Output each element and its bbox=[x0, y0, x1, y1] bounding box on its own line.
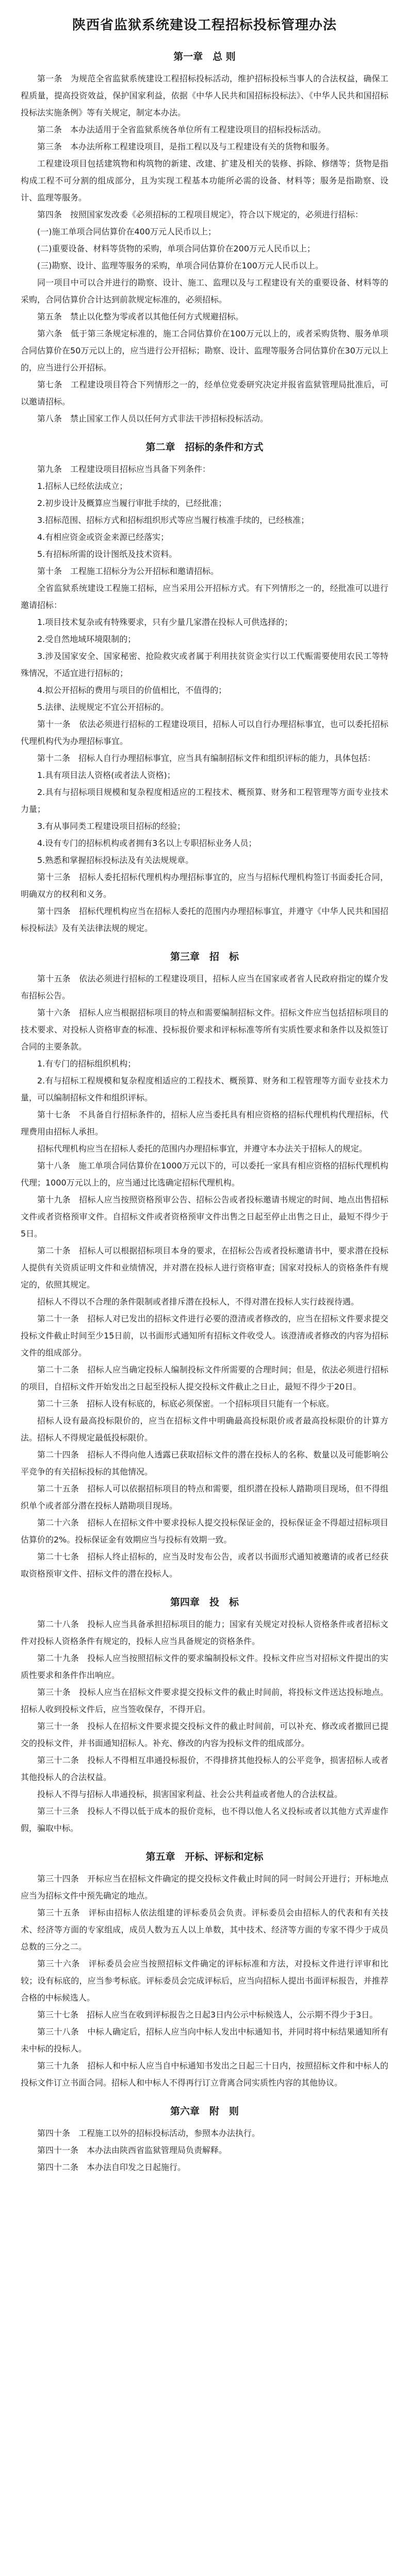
article-paragraph: 2.有与招标工程规模和复杂程度相适应的工程技术、概预算、财务和工程管理等方面专业技术力量，可以编制招标文件和组织评标。 bbox=[21, 1076, 388, 1103]
article-paragraph: 第三十九条 招标人和中标人应当自中标通知书发出之日起三十日内，按照招标文件和中标人的投标文件订立书面合同。招标人和中标人不得再行订立背离合同实质性内容的其他协议。 bbox=[21, 2061, 388, 2088]
article-paragraph: 5.熟悉和掌握招标投标法及有关法规规章。 bbox=[37, 855, 194, 865]
article-paragraph: 第四条 按照国家发改委《必须招标的工程项目规定》，符合以下规定的，必须进行招标： bbox=[37, 210, 364, 219]
article-paragraph: 第十六条 招标人应当根据招标项目的特点和需要编制招标文件。招标文件应当包括招标项目的技术要求、对投标人资格审查的标准、投标报价要求和评标标准等所有实质性要求和条件以及拟签订合同的主要条款。 bbox=[21, 1008, 388, 1052]
article-paragraph: (一)施工单项合同估算价在400万元人民币以上； bbox=[37, 227, 217, 236]
article-paragraph: 投标人不得与招标人串通投标，损害国家利益、社会公共利益或者他人的合法权益。 bbox=[37, 1789, 343, 1799]
article-paragraph: 第一条 为规范全省监狱系统建设工程招标投标活动，维护招标投标当事人的合法权益，确保工程质量，提高投资效益，保护国家利益，依据《中华人民共和国招标投标法》、《中华人民共和国招标投标法实施条例》等有关规定，制定本办法。 bbox=[21, 74, 388, 117]
article-paragraph: 第十三条 招标人委托招标代理机构办理招标事宜的，应当与招标代理机构签订书面委托合同，明确双方的权利和义务。 bbox=[21, 872, 388, 899]
article-paragraph: 同一项目中可以合并进行的勘察、设计、施工、监理以及与工程建设有关的重要设备、材料等的采购，合同估算价合计达到前款规定标准的，必须招标。 bbox=[21, 278, 388, 304]
article-paragraph: 5.有招标所需的设计图纸及技术资料。 bbox=[37, 549, 177, 559]
article-paragraph: 第三十二条 投标人不得相互串通投标报价，不得排挤其他投标人的公平竞争，损害招标人或者其他投标人的合法权益。 bbox=[21, 1755, 388, 1782]
article-paragraph: 第九条 工程建设项目招标应当具备下列条件： bbox=[37, 464, 211, 474]
chapter-section bbox=[21, 49, 388, 427]
article-paragraph: 1.项目技术复杂或有特殊要求，只有少量几家潜在投标人可供选择的； bbox=[37, 617, 293, 627]
chapter-title: 第五章 开标、评标和定标 bbox=[145, 1851, 264, 1862]
article-paragraph: 第二十条 招标人可以根据招标项目本身的要求，在招标公告或者投标邀请书中，要求潜在投标人提供有关资质证明文件和业绩情况，并对潜在投标人进行资格审查；国家对投标人的资格条件有规定的，依照其规定。 bbox=[21, 1246, 388, 1290]
article-paragraph: 第二十九条 投标人应当按照招标文件的要求编制投标文件。投标文件应当对招标文件提出的实质性要求和条件作出响应。 bbox=[21, 1653, 388, 1680]
article-paragraph: 第十一条 依法必须进行招标的工程建设项目，招标人可以自行办理招标事宜，也可以委托招标代理机构代为办理招标事宜。 bbox=[21, 719, 388, 746]
article-paragraph: 第二十八条 投标人应当具备承担招标项目的能力；国家有关规定对投标人资格条件或者招标文件对投标人资格条件有规定的，投标人应当具备规定的资格条件。 bbox=[21, 1619, 388, 1646]
article-paragraph: 第十五条 依法必须进行招标的工程建设项目，招标人应当在国家或者省人民政府指定的媒介发布招标公告。 bbox=[21, 974, 388, 1001]
article-paragraph: 招标代理机构应当在招标人委托的范围内办理招标事宜，并遵守本办法关于招标人的规定。 bbox=[37, 1144, 368, 1154]
article-paragraph: 第二条 本办法适用于全省监狱系统各单位所有工程建设项目的招标投标活动。 bbox=[37, 125, 326, 134]
article-paragraph: 2.具有与招标项目规模和复杂程度相适应的工程技术、概预算、财务和工程管理等方面专业技术力量； bbox=[21, 787, 388, 814]
article-paragraph: 第十八条 施工单项合同估算价在1000万元以下的，可以委托一家具有相应资格的招标代理机构代理；1000万元以上的，应当通过比选确定招标代理机构。 bbox=[21, 1161, 388, 1188]
article-paragraph: 第二十五条 招标人可以依据招标项目的特点和需要，组织潜在投标人踏勘项目现场，但不得组织单个或者部分潜在投标人踏勘项目现场。 bbox=[21, 1484, 388, 1511]
article-paragraph: 第二十四条 招标人不得向他人透露已获取招标文件的潜在投标人的名称、数量以及可能影响公平竞争的有关招标投标的其他情况。 bbox=[21, 1450, 388, 1477]
article-paragraph: 第三十三条 投标人不得以低于成本的报价竞标，也不得以他人名义投标或者以其他方式弄虚作假，骗取中标。 bbox=[21, 1806, 388, 1833]
article-paragraph: 工程建设项目包括建筑物和构筑物的新建、改建、扩建及相关的装修、拆除、修缮等；货物是指构成工程不可分割的组成部分，且为实现工程基本功能所必需的设备、材料等；服务是指勘察、设计、监理等服务。 bbox=[21, 159, 388, 202]
article-paragraph: 4.拟公开招标的费用与项目的价值相比，不值得的； bbox=[37, 685, 227, 695]
article-paragraph: 第十二条 招标人自行办理招标事宜，应当具有编制招标文件和组织评标的能力，具体包括： bbox=[37, 753, 376, 763]
chapter-title: 第六章 附 则 bbox=[170, 2106, 239, 2117]
article-paragraph: 第三十一条 投标人在招标文件要求提交投标文件的截止时间前，可以补充、修改或者撤回已提交的投标文件，并书面通知招标人。补充、修改的内容为投标文件的组成部分。 bbox=[21, 1721, 388, 1748]
article-paragraph: 第三十四条 开标应当在招标文件确定的提交投标文件截止时间的同一时间公开进行；开标地点应当为招标文件中预先确定的地点。 bbox=[21, 1874, 388, 1901]
chapter-title: 第一章 总 则 bbox=[173, 51, 236, 62]
article-paragraph: 第十条 工程施工招标分为公开招标和邀请招标。 bbox=[37, 566, 219, 576]
article-paragraph: 第四十二条 本办法自印发之日起施行。 bbox=[37, 2162, 186, 2172]
article-paragraph: 第六条 低于第三条规定标准的，施工合同估算价在100万元以上的，或者采购货物、服务单项合同估算价在50万元以上的，应当进行公开招标；勘察、设计、监理等服务合同估算价在30万元以上的，应当进行公开招标。 bbox=[21, 329, 388, 372]
article-paragraph: 第十七条 不具备自行招标条件的，招标人应当委托具有相应资格的招标代理机构代理招标，代理费用由招标人承担。 bbox=[21, 1110, 388, 1137]
article-paragraph: (二)重要设备、材料等货物的采购，单项合同估算价在200万元人民币以上； bbox=[37, 244, 316, 253]
article-paragraph: 第三十七条 招标人应当在收到评标报告之日起3日内公示中标候选人，公示期不得少于3日。 bbox=[37, 2010, 378, 2020]
article-paragraph: (三)勘察、设计、监理等服务的采购，单项合同估算价在100万元人民币以上。 bbox=[37, 261, 324, 270]
article-paragraph: 2.受自然地域环境限制的； bbox=[37, 634, 136, 644]
article-paragraph: 4.有相应资金或资金来源已经落实； bbox=[37, 532, 169, 542]
chapter-title: 第二章 招标的条件和方式 bbox=[145, 442, 264, 453]
article-paragraph: 5.法律、法规规定不宜公开招标的。 bbox=[37, 702, 169, 712]
chapter-section bbox=[21, 949, 388, 1582]
chapter-section bbox=[21, 439, 388, 937]
article-paragraph: 1.具有项目法人资格(或者法人资格)； bbox=[37, 770, 175, 780]
article-paragraph: 全省监狱系统建设工程施工招标，应当采用公开招标方式。有下列情形之一的，经批准可以进行邀请招标： bbox=[21, 583, 388, 610]
article-paragraph: 第三十条 投标人应当在招标文件要求提交投标文件的截止时间前，将投标文件送达投标地点。招标人收到投标文件后，应当签收保存，不得开启。 bbox=[21, 1687, 388, 1714]
article-paragraph: 1.有专门的招标组织机构； bbox=[37, 1059, 136, 1069]
article-paragraph: 3.涉及国家安全、国家秘密、抢险救灾或者属于利用扶贫资金实行以工代赈需要使用农民工等特殊情况，不适宜进行招标的； bbox=[21, 651, 388, 678]
article-paragraph: 第二十三条 招标人设有标底的，标底必须保密。一个招标项目只能有一个标底。 bbox=[37, 1399, 335, 1409]
article-paragraph: 第十四条 招标代理机构应当在招标人委托的范围内办理招标事宜，并遵守《中华人民共和国招标投标法》及有关法律法规的规定。 bbox=[21, 906, 388, 933]
article-paragraph: 第十九条 招标人应当按照资格预审公告、招标公告或者投标邀请书规定的时间、地点出售招标文件或者资格预审文件。自招标文件或者资格预审文件出售之日起至停止出售之日止，最短不得少于5日。 bbox=[21, 1195, 388, 1239]
article-paragraph: 第三十五条 评标由招标人依法组建的评标委员会负责。评标委员会由招标人的代表和有关技术、经济等方面的专家组成，成员人数为五人以上单数，其中技术、经济等方面的专家不得少于成员总数的三分之二。 bbox=[21, 1908, 388, 1952]
article-paragraph: 第七条 工程建设项目符合下列情形之一的，经单位党委研究决定并报省监狱管理局批准后，可以邀请招标。 bbox=[21, 380, 388, 406]
chapter-section bbox=[21, 1849, 388, 2091]
chapter-title: 第四章 投 标 bbox=[170, 1597, 239, 1608]
article-paragraph: 第五条 禁止以化整为零或者以其他任何方式规避招标。 bbox=[37, 312, 244, 321]
article-paragraph: 第四十一条 本办法由陕西省监狱管理局负责解释。 bbox=[37, 2145, 227, 2155]
document-title: 陕西省监狱系统建设工程招标投标管理办法 bbox=[72, 18, 337, 33]
article-paragraph: 第三条 本办法所称工程建设项目，是指工程以及与工程建设有关的货物和服务。 bbox=[37, 142, 335, 151]
article-paragraph: 第二十二条 招标人应当确定投标人编制投标文件所需要的合理时间；但是，依法必须进行招标的项目，自招标文件开始发出之日起至投标人提交投标文件截止之日止，最短不得少于20日。 bbox=[21, 1365, 388, 1392]
article-paragraph: 招标人设有最高投标限价的，应当在招标文件中明确最高投标限价或者最高投标限价的计算方法。招标人不得规定最低投标限价。 bbox=[21, 1416, 388, 1443]
article-paragraph: 第四十条 工程施工以外的招标投标活动，参照本办法执行。 bbox=[37, 2128, 260, 2138]
article-paragraph: 1.招标人已经依法成立； bbox=[37, 481, 128, 491]
chapter-list bbox=[21, 49, 388, 2176]
chapter-title: 第三章 招 标 bbox=[170, 951, 239, 962]
article-paragraph: 第二十六条 招标人在招标文件中要求投标人提交投标保证金的，投标保证金不得超过招标项目估算价的2%。投标保证金有效期应当与投标有效期一致。 bbox=[21, 1518, 388, 1545]
article-paragraph: 3.招标范围、招标方式和招标组织形式等应当履行核准手续的，已经核准； bbox=[37, 515, 309, 525]
article-paragraph: 3.有从事同类工程建设项目招标的经验； bbox=[37, 821, 186, 831]
article-paragraph: 4.设有专门的招标机构或者拥有3名以上专职招标业务人员； bbox=[37, 838, 257, 848]
article-paragraph: 2.初步设计及概算应当履行审批手续的，已经批准； bbox=[37, 498, 227, 508]
article-paragraph: 第三十六条 评标委员会应当按照招标文件确定的评标标准和方法，对投标文件进行评审和比较；设有标底的，应当参考标底。评标委员会完成评标后，应当向招标人提出书面评标报告，并推荐合格的中标候选人。 bbox=[21, 1959, 388, 2003]
article-paragraph: 第八条 禁止国家工作人员以任何方式非法干涉招标投标活动。 bbox=[37, 414, 269, 423]
article-paragraph: 第二十七条 招标人终止招标的，应当及时发布公告，或者以书面形式通知被邀请的或者已经获取资格预审文件、招标文件的潜在投标人。 bbox=[21, 1552, 388, 1579]
article-paragraph: 第二十一条 招标人对已发出的招标文件进行必要的澄清或者修改的，应当在招标文件要求提交投标文件截止时间至少15日前，以书面形式通知所有招标文件收受人。该澄清或者修改的内容为招标文件的组成部分。 bbox=[21, 1314, 388, 1358]
article-paragraph: 招标人不得以不合理的条件限制或者排斥潜在投标人，不得对潜在投标人实行歧视待遇。 bbox=[37, 1297, 359, 1307]
chapter-section bbox=[21, 1595, 388, 1837]
chapter-section bbox=[21, 2104, 388, 2176]
article-paragraph: 第三十八条 中标人确定后，招标人应当向中标人发出中标通知书，并同时将中标结果通知所有未中标的投标人。 bbox=[21, 2027, 388, 2054]
